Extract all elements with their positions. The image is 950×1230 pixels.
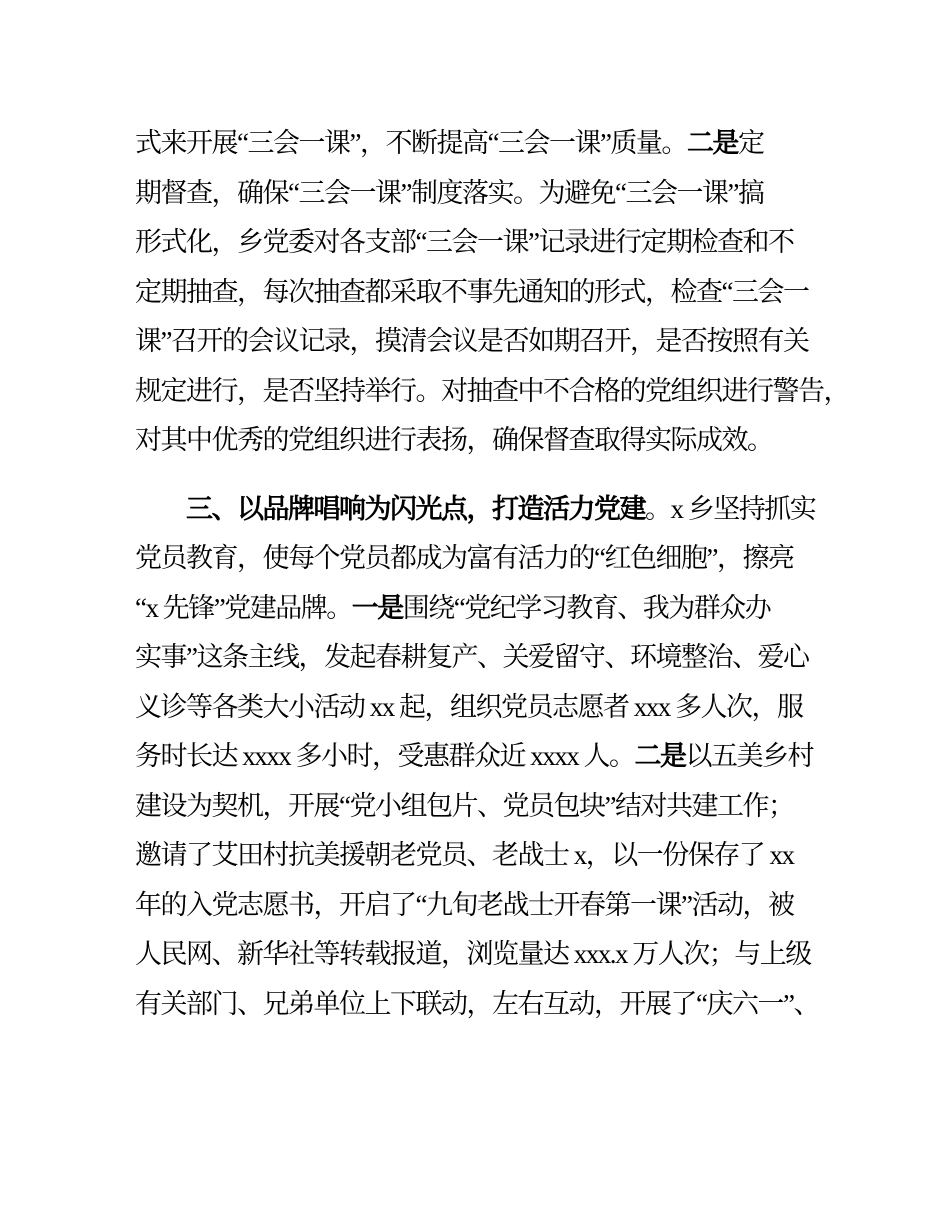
text-segment: 党员教育，使每个党员都成为富有活力的“红色细胞”，擦亮 <box>135 543 794 573</box>
text-line <box>135 268 835 318</box>
text-line <box>135 831 835 881</box>
text-line <box>135 782 835 832</box>
bold-text-segment: 二是 <box>634 741 686 771</box>
text-line <box>135 119 835 169</box>
text-segment: 。x 乡坚持抓实 <box>645 493 816 524</box>
text-segment: 对其中优秀的党组织进行表扬，确保督查取得实际成效。 <box>135 425 773 455</box>
text-line <box>135 930 835 980</box>
document-body <box>135 119 849 1029</box>
text-segment: 定期抽查，每次抽查都采取不事先通知的形式，检查“三会一 <box>135 276 809 307</box>
text-segment: 人民网、新华社等转载报道，浏览量达 xxx.x 万人次；与上级 <box>135 939 811 969</box>
text-segment: 规定进行，是否坚持举行。对抽查中不合格的党组织进行警告， <box>135 375 849 406</box>
text-segment: “x 先锋”党建品牌。 <box>135 592 352 623</box>
paragraph-supervision-continuation <box>135 119 849 466</box>
bold-text-segment: 二是 <box>686 128 738 158</box>
text-segment: 形式化，乡党委对各支部“三会一课”记录进行定期检查和不 <box>135 227 794 257</box>
text-segment: 期督查，确保“三会一课”制度落实。为避免“三会一课”搞 <box>135 177 764 208</box>
text-segment: 邀请了艾田村抗美援朝老党员、老战士 x，以一份保存了 xx <box>135 840 794 870</box>
text-segment: 年的入党志愿书，开启了“九旬老战士开春第一课”活动，被 <box>135 889 794 920</box>
text-segment: 围绕“党纪学习教育、我为群众办 <box>402 592 771 623</box>
text-segment: 义诊等各类大小活动 xx 起，组织党员志愿者 xxx 多人次，服 <box>135 691 803 722</box>
bold-text-segment: 三、以品牌唱响为闪光点，打造活力党建 <box>186 493 645 524</box>
bold-text-segment: 一是 <box>351 592 403 623</box>
text-line <box>135 218 835 268</box>
paragraph-section-three-brand-building <box>135 485 835 1030</box>
text-line <box>135 980 835 1030</box>
text-segment: 式来开展“三会一课”，不断提高“三会一课”质量。 <box>135 128 687 158</box>
text-line <box>135 683 835 733</box>
text-segment: 定 <box>737 128 764 158</box>
text-segment: 有关部门、兄弟单位上下联动，左右互动，开展了“庆六一”、 <box>135 988 819 1019</box>
text-line <box>135 534 835 584</box>
text-segment: 务时长达 xxxx 多小时，受惠群众近 xxxx 人。 <box>135 741 635 771</box>
text-line <box>135 416 835 466</box>
text-segment: 以五美乡村 <box>685 741 813 771</box>
text-segment: 实事”这条主线，发起春耕复产、关爱留守、环境整治、爱心 <box>135 642 809 672</box>
text-line <box>135 485 835 535</box>
text-segment: 课”召开的会议记录，摸清会议是否如期召开，是否按照有关 <box>135 326 809 356</box>
text-line <box>135 633 835 683</box>
text-line <box>135 367 849 417</box>
text-line <box>135 584 835 634</box>
text-line <box>135 881 835 931</box>
text-line <box>135 732 835 782</box>
text-line <box>135 169 835 219</box>
text-segment: 建设为契机，开展“党小组包片、党员包块”结对共建工作； <box>135 790 794 821</box>
text-line <box>135 317 835 367</box>
